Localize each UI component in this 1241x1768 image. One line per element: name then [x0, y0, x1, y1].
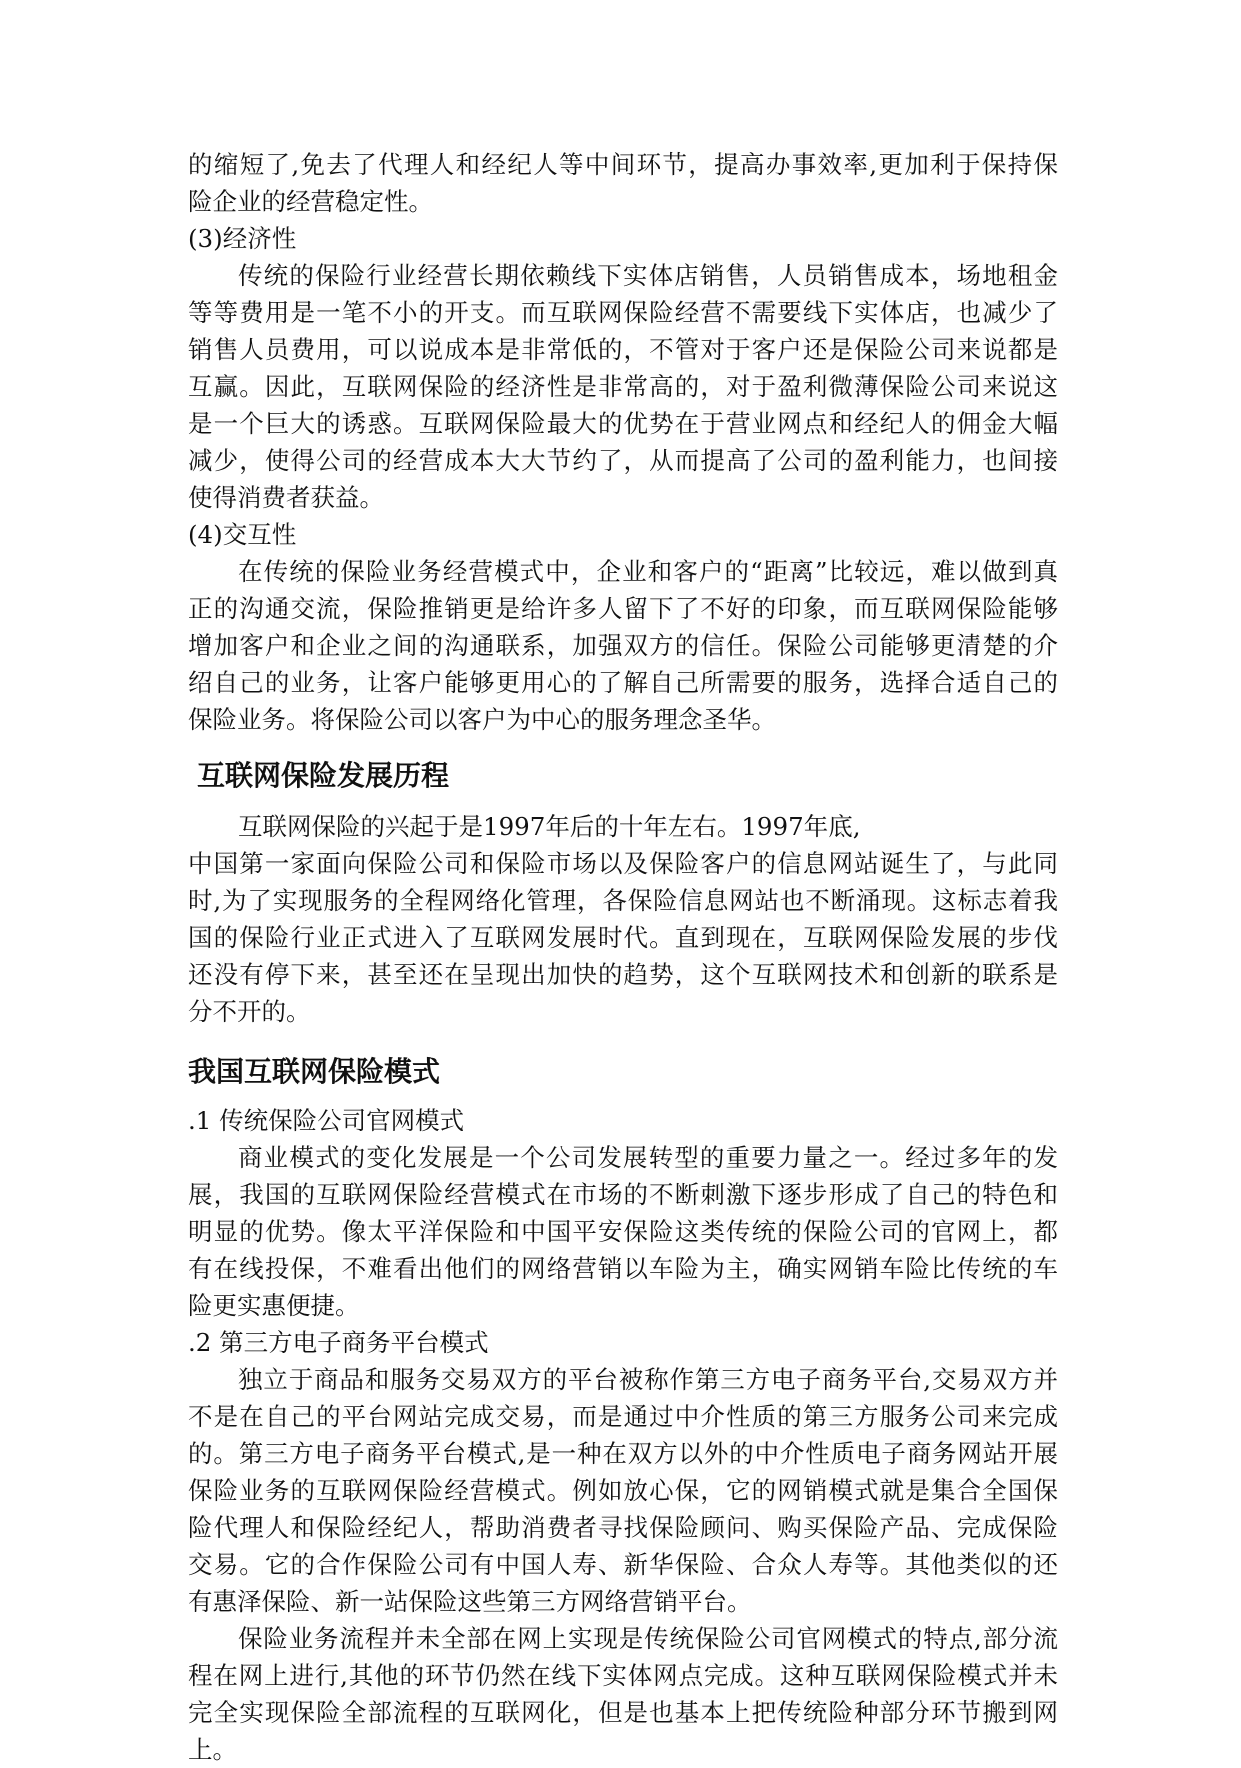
document-page — [188, 146, 1058, 1768]
text-line: 险企业的经营稳定性。 — [188, 187, 433, 216]
text-line: 减少，使得公司的经营成本大大节约了，从而提高了公司的盈利能力，也间接 — [188, 446, 1058, 475]
text-line: 时,为了实现服务的全程网络化管理，各保险信息网站也不断涌现。这标志着我 — [188, 886, 1058, 915]
text-line: 是一个巨大的诱惑。互联网保险最大的优势在于营业网点和经纪人的佣金大幅 — [188, 409, 1058, 438]
text-line: 绍自己的业务，让客户能够更用心的了解自己所需要的服务，选择合适自己的 — [188, 668, 1058, 697]
text-line: 险代理人和保险经纪人，帮助消费者寻找保险顾问、购买保险产品、完成保险 — [188, 1513, 1058, 1542]
text-line: 分不开的。 — [188, 997, 311, 1026]
text-line: 程在网上进行,其他的环节仍然在线下实体网点完成。这种互联网保险模式并未 — [188, 1661, 1058, 1690]
text-line: 正的沟通交流，保险推销更是给许多人留下了不好的印象，而互联网保险能够 — [188, 594, 1058, 623]
text-line: 等等费用是一笔不小的开支。而互联网保险经营不需要线下实体店，也减少了 — [188, 298, 1058, 327]
text-line: 展，我国的互联网保险经营模式在市场的不断刺激下逐步形成了自己的特色和 — [188, 1180, 1058, 1209]
paragraph-mode-2 — [188, 1361, 1058, 1620]
text-line: 国的保险行业正式进入了互联网发展时代。直到现在，互联网保险发展的步伐 — [188, 923, 1058, 952]
text-line: 的。第三方电子商务平台模式,是一种在双方以外的中介性质电子商务网站开展 — [188, 1439, 1058, 1468]
text-line: 明显的优势。像太平洋保险和中国平安保险这类传统的保险公司的官网上，都 — [188, 1217, 1058, 1246]
paragraph-interaction — [188, 553, 1058, 738]
section-heading-modes: 我国互联网保险模式 — [188, 1055, 441, 1088]
text-line: 险更实惠便捷。 — [188, 1291, 360, 1320]
text-line: 有在线投保，不难看出他们的网络营销以车险为主，确实网销车险比传统的车 — [188, 1254, 1058, 1283]
text-line: 保险业务。将保险公司以客户为中心的服务理念圣华。 — [188, 705, 776, 734]
text-line: 保险业务的互联网保险经营模式。例如放心保，它的网销模式就是集合全国保 — [188, 1476, 1058, 1505]
text-line: 中国第一家面向保险公司和保险市场以及保险客户的信息网站诞生了，与此同 — [188, 849, 1058, 878]
text-line: 增加客户和企业之间的沟通联系，加强双方的信任。保险公司能够更清楚的介 — [188, 631, 1058, 660]
subheading-mode-1: .1 传统保险公司官网模式 — [188, 1106, 465, 1135]
text-line: 销售人员费用，可以说成本是非常低的，不管对于客户还是保险公司来说都是 — [188, 335, 1058, 364]
text-line: 互赢。因此，互联网保险的经济性是非常高的，对于盈利微薄保险公司来说这 — [188, 372, 1058, 401]
text-line: 传统的保险行业经营长期依赖线下实体店销售，人员销售成本，场地租金 — [238, 261, 1058, 290]
paragraph-intro — [188, 146, 1058, 220]
paragraph-economy — [188, 257, 1058, 516]
text-line: 还没有停下来，甚至还在呈现出加快的趋势，这个互联网技术和创新的联系是 — [188, 960, 1058, 989]
text-line: 的缩短了,免去了代理人和经纪人等中间环节，提高办事效率,更加利于保持保 — [188, 150, 1058, 179]
text-line: 完全实现保险全部流程的互联网化，但是也基本上把传统险种部分环节搬到网 — [188, 1698, 1058, 1727]
text-line: 互联网保险的兴起于是1997年后的十年左右。1997年底, — [238, 812, 861, 841]
subheading-mode-2: .2 第三方电子商务平台模式 — [188, 1328, 489, 1357]
text-line: 保险业务流程并未全部在网上实现是传统保险公司官网模式的特点,部分流 — [238, 1624, 1058, 1653]
text-line: 上。 — [188, 1735, 237, 1764]
text-line: 不是在自己的平台网站完成交易，而是通过中介性质的第三方服务公司来完成 — [188, 1402, 1058, 1431]
paragraph-history — [188, 808, 1058, 1030]
paragraph-mode-2b — [188, 1620, 1058, 1768]
text-line: 在传统的保险业务经营模式中，企业和客户的“距离”比较远，难以做到真 — [238, 557, 1058, 586]
text-line: 独立于商品和服务交易双方的平台被称作第三方电子商务平台,交易双方并 — [238, 1365, 1058, 1394]
subheading-economy: (3)经济性 — [188, 224, 297, 253]
text-line: 有惠泽保险、新一站保险这些第三方网络营销平台。 — [188, 1587, 752, 1616]
subheading-interaction: (4)交互性 — [188, 520, 297, 549]
text-line: 交易。它的合作保险公司有中国人寿、新华保险、合众人寿等。其他类似的还 — [188, 1550, 1058, 1579]
paragraph-mode-1 — [188, 1139, 1058, 1324]
section-heading-history: 互联网保险发展历程 — [197, 759, 450, 792]
text-line: 商业模式的变化发展是一个公司发展转型的重要力量之一。经过多年的发 — [238, 1143, 1058, 1172]
text-line: 使得消费者获益。 — [188, 483, 384, 512]
